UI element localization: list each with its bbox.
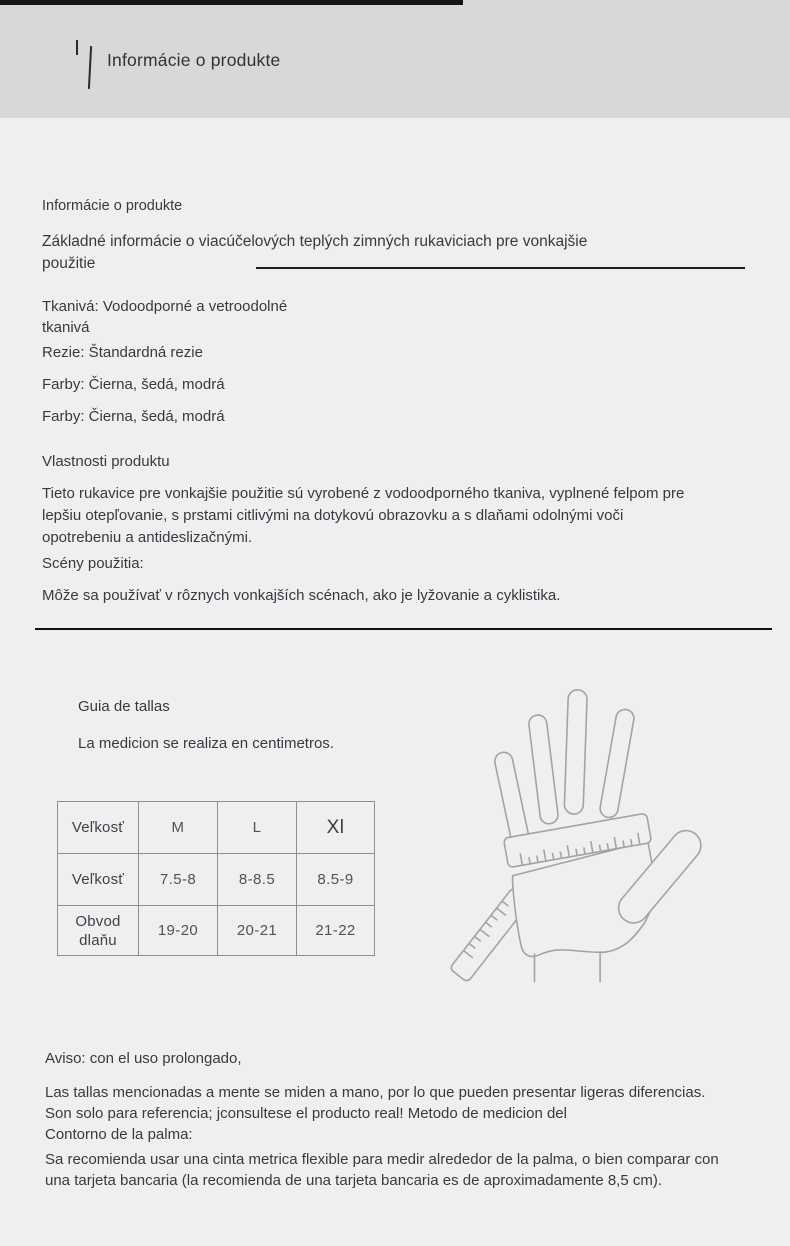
divider-rule-middle bbox=[35, 628, 772, 630]
header-band bbox=[0, 0, 790, 118]
usage-heading: Scény použitia: bbox=[42, 555, 144, 572]
table-row bbox=[58, 854, 375, 906]
product-subtitle-line-2: použitie bbox=[42, 255, 96, 272]
size-table-cell: 20-21 bbox=[218, 906, 297, 956]
size-guide-subheading: La medicion se realiza en centimetros. bbox=[78, 735, 334, 752]
size-table-cell: 21-22 bbox=[297, 906, 375, 956]
size-table-cell: Xl bbox=[297, 802, 375, 854]
table-row bbox=[58, 802, 375, 854]
table-row bbox=[58, 906, 375, 956]
title-tick-mark-long bbox=[88, 46, 92, 89]
features-body-line-3: opotrebeniu a antideslizačnými. bbox=[42, 529, 253, 546]
notice-para1-line-1: Las tallas mencionadas a mente se miden a mano, por lo que pueden presentar ligeras diferencias. bbox=[45, 1084, 706, 1101]
size-table-cell: 19-20 bbox=[139, 906, 218, 956]
size-table-cell: 8-8.5 bbox=[218, 854, 297, 906]
product-subtitle-line-1: Základné informácie o viacúčelových teplých zimných rukaviciach pre vonkajšie bbox=[42, 233, 588, 250]
spec-colors-2: Farby: Čierna, šedá, modrá bbox=[42, 408, 225, 425]
page-title: Informácie o produkte bbox=[107, 50, 281, 70]
features-body-line-2: lepšiu otepľovanie, s prstami citlivými na dotykovú obrazovku a s dlaňami odolnými voči bbox=[42, 507, 624, 524]
divider-rule-top bbox=[256, 267, 745, 269]
title-tick-mark-short bbox=[76, 40, 78, 55]
features-heading: Vlastnosti produktu bbox=[42, 453, 170, 470]
size-table bbox=[57, 801, 375, 956]
usage-body: Môže sa používať v rôznych vonkajších scénach, ako je lyžovanie a cyklistika. bbox=[42, 587, 561, 604]
spec-fabric-line-2: tkanivá bbox=[42, 319, 90, 336]
notice-para2-line-2: una tarjeta bancaria (la recomienda de una tarjeta bancaria es de aproximadamente 8,5 cm). bbox=[45, 1172, 663, 1189]
hand-measure-illustration bbox=[443, 662, 790, 1010]
size-table-cell: Veľkosť bbox=[58, 854, 139, 906]
size-guide-heading: Guia de tallas bbox=[78, 698, 170, 715]
spec-colors-1: Farby: Čierna, šedá, modrá bbox=[42, 376, 225, 393]
features-body-line-1: Tieto rukavice pre vonkajšie použitie sú vyrobené z vodoodporného tkaniva, vyplnené felpom pre bbox=[42, 485, 685, 502]
notice-para1-line-2: Son solo para referencia; jconsultese el producto real! Metodo de medicion del bbox=[45, 1105, 567, 1122]
spec-fabric-line-1: Tkanivá: Vodoodporné a vetroodolné bbox=[42, 298, 288, 315]
spec-cut: Rezie: Štandardná rezie bbox=[42, 344, 203, 361]
size-table-cell: 7.5-8 bbox=[139, 854, 218, 906]
notice-para1-line-3: Contorno de la palma: bbox=[45, 1126, 193, 1143]
size-table-cell: M bbox=[139, 802, 218, 854]
size-table-cell: Veľkosť bbox=[58, 802, 139, 854]
section-label-product-info: Informácie o produkte bbox=[42, 198, 183, 214]
top-black-strip bbox=[0, 0, 463, 5]
size-table-cell: Obvod dlaňu bbox=[58, 906, 139, 956]
notice-para2-line-1: Sa recomienda usar una cinta metrica flexible para medir alrededor de la palma, o bien comparar con bbox=[45, 1151, 719, 1168]
size-table-cell: L bbox=[218, 802, 297, 854]
notice-heading: Aviso: con el uso prolongado, bbox=[45, 1050, 242, 1067]
size-table-cell: 8.5-9 bbox=[297, 854, 375, 906]
